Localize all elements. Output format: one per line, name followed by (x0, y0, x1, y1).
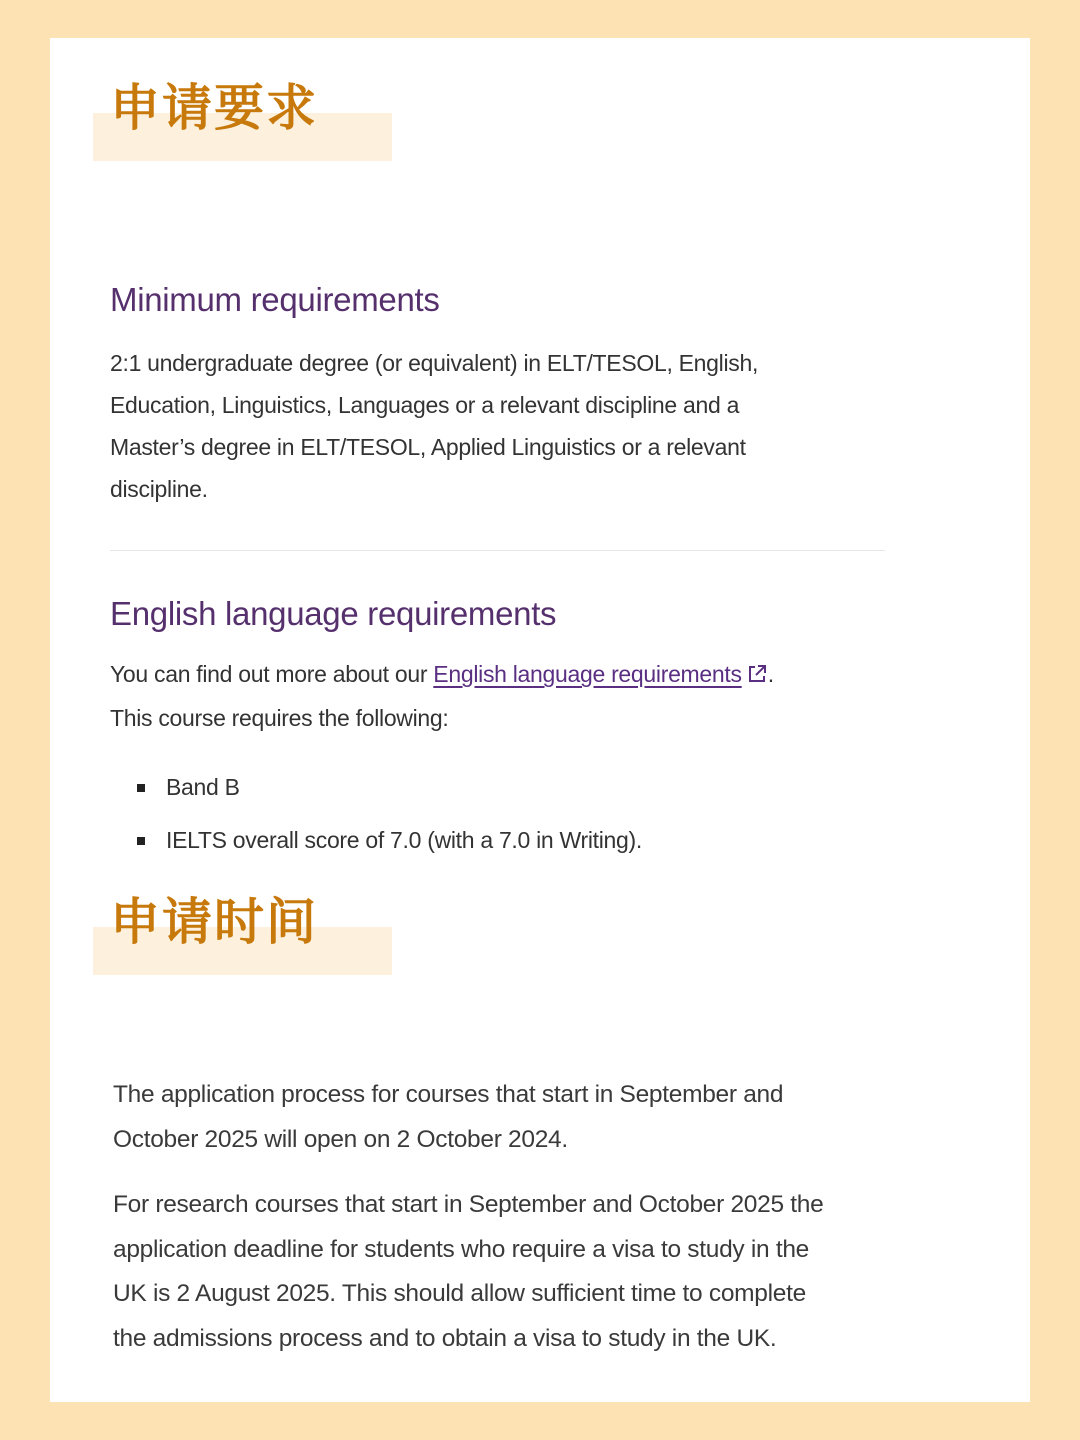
link-label: English language requirements (433, 661, 742, 687)
p2-line-3: UK is 2 August 2025. This should allow sufficient time to complete (113, 1280, 806, 1307)
min-line-3: Master’s degree in ELT/TESOL, Applied Linguistics or a relevant (110, 434, 746, 460)
english-requirements-intro (110, 654, 900, 739)
min-line-4: discipline. (110, 476, 208, 502)
p1-line-2: October 2025 will open on 2 October 2024. (113, 1126, 568, 1153)
content-card (50, 38, 1030, 1402)
section-divider (110, 550, 885, 551)
timing-paragraph-2 (113, 1183, 943, 1361)
external-link-icon (746, 657, 768, 698)
p2-line-1: For research courses that start in September and October 2025 the (113, 1191, 824, 1218)
minimum-requirements-title: Minimum requirements (110, 281, 440, 318)
intro-line-2: This course requires the following: (110, 705, 449, 731)
p2-line-2: application deadline for students who require a visa to study in the (113, 1235, 809, 1263)
min-line-1: 2:1 undergraduate degree (or equivalent) in ELT/TESOL, English, (110, 350, 759, 376)
section-heading-requirements: 申请要求 (110, 79, 318, 137)
list-item (110, 761, 900, 814)
english-requirements-section (110, 594, 900, 867)
english-requirements-link[interactable] (433, 661, 767, 687)
section-banner-timing (93, 892, 318, 952)
requirements-list (110, 761, 900, 867)
p2-line-4: the admissions process and to obtain a visa to study in the UK. (113, 1324, 777, 1352)
minimum-requirements-section (110, 280, 900, 510)
intro-period: . (767, 661, 774, 687)
minimum-requirements-text (110, 342, 900, 510)
bullet-square-icon (137, 837, 145, 845)
intro-text: You can find out more about our (110, 661, 434, 687)
section-banner-requirements (93, 78, 318, 138)
list-item-text: Band B (166, 774, 240, 800)
section-heading-timing: 申请时间 (110, 893, 318, 951)
list-item-text: IELTS overall score of 7.0 (with a 7.0 in Writing). (166, 827, 642, 853)
english-requirements-title: English language requirements (110, 595, 557, 632)
min-line-2: Education, Linguistics, Languages or a relevant discipline and a (110, 392, 740, 418)
bullet-square-icon (137, 784, 145, 792)
application-timing-section (113, 1072, 943, 1361)
timing-paragraph-1 (113, 1072, 943, 1162)
p1-line-1: The application process for courses that start in September and (113, 1081, 784, 1108)
list-item (110, 814, 900, 867)
